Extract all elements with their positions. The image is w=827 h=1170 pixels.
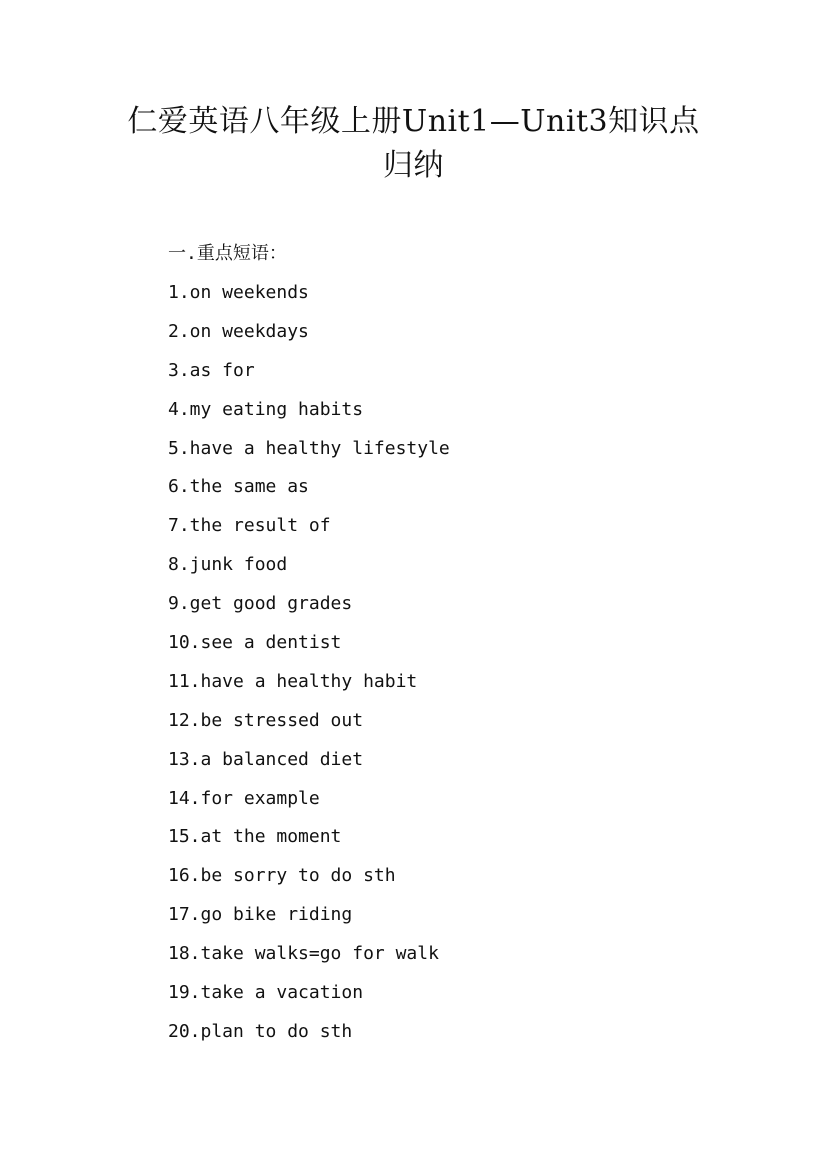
- list-item: 14.for example: [168, 787, 320, 809]
- list-item: 4.my eating habits: [168, 398, 364, 420]
- document-body: [168, 236, 768, 1053]
- list-item: 10.see a dentist: [168, 632, 342, 654]
- list-item: 7.the result of: [168, 515, 331, 537]
- title-line-1: 仁爱英语八年级上册Unit1—Unit3知识点: [127, 104, 700, 139]
- list-item: 20.plan to do sth: [168, 1020, 353, 1042]
- list-item: 16.be sorry to do sth: [168, 865, 396, 887]
- list-item: 12.be stressed out: [168, 709, 364, 731]
- phrase-list: [168, 275, 768, 1053]
- title-line-2: 归纳: [383, 148, 444, 183]
- list-item: 5.have a healthy lifestyle: [168, 437, 450, 459]
- list-item: 2.on weekdays: [168, 320, 309, 342]
- list-item: 1.on weekends: [168, 282, 309, 303]
- list-item: 13.a balanced diet: [168, 748, 364, 770]
- list-item: 17.go bike riding: [168, 904, 353, 926]
- list-item: 15.at the moment: [168, 826, 342, 848]
- list-item: 8.junk food: [168, 554, 288, 576]
- list-item: 3.as for: [168, 359, 255, 381]
- list-item: 11.have a healthy habit: [168, 670, 418, 692]
- list-item: 6.the same as: [168, 476, 309, 498]
- document-title: [0, 100, 827, 188]
- section-heading: 一.重点短语：: [168, 243, 287, 264]
- list-item: 19.take a vacation: [168, 982, 364, 1004]
- list-item: 18.take walks=go for walk: [168, 943, 439, 965]
- list-item: 9.get good grades: [168, 593, 353, 615]
